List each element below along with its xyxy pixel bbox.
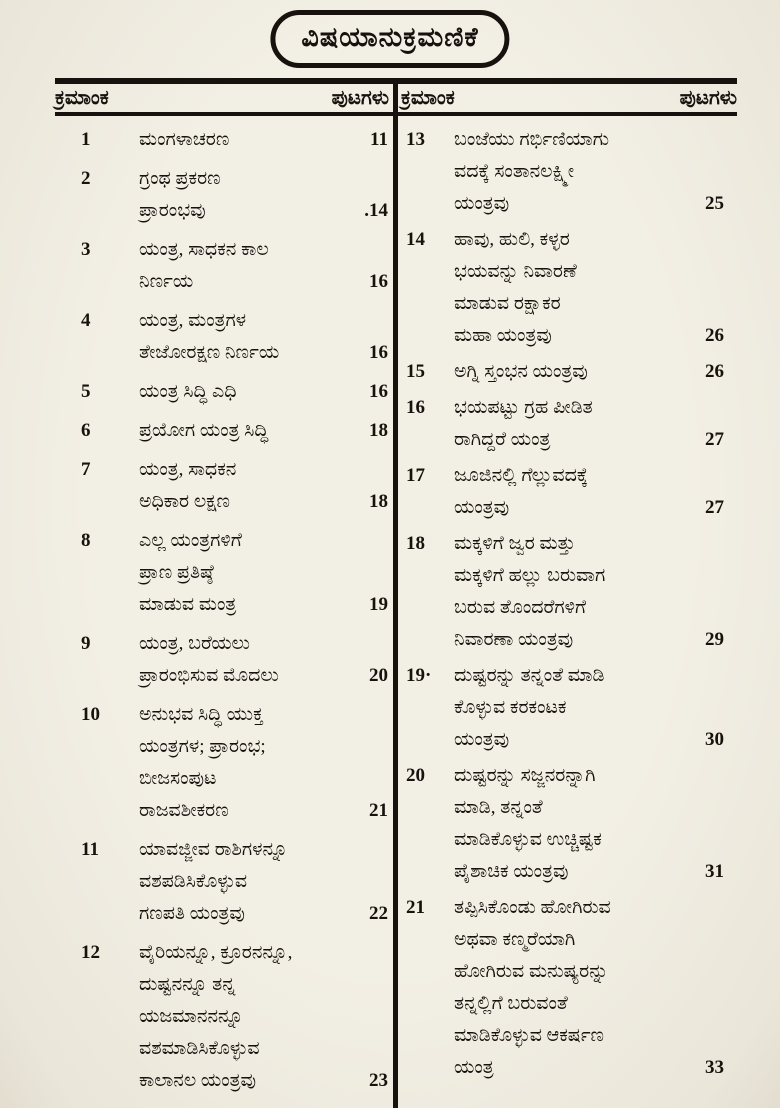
toc-entry	[55, 937, 388, 1097]
entry-title	[139, 415, 268, 447]
entry-title	[454, 760, 602, 888]
page-title: ವಿಷಯಾನುಕ್ರಮಣಿಕೆ	[301, 22, 479, 52]
entry-number: 9	[81, 633, 91, 654]
entry-page-number: 21	[369, 800, 388, 821]
entry-title	[454, 124, 609, 220]
entry-title-line: ತಪ್ಪಿಸಿಕೊಂಡು ಹೋಗಿರುವ	[454, 897, 611, 918]
entry-title-line: ಯಂತ್ರ ಸಿದ್ಧಿ ಎಧಿ	[139, 381, 237, 402]
toc-entry	[55, 124, 388, 156]
entry-title-line: ಯಂತ್ರ, ಸಾಧಕನ ಕಾಲ	[139, 239, 269, 260]
entry-title-line: ಮಕ್ಕಳಿಗೆ ಜ್ವರ ಮತ್ತು	[454, 533, 576, 554]
toc-entry	[406, 356, 724, 388]
entry-title	[139, 454, 236, 518]
entry-title	[139, 305, 279, 369]
entry-page-number: 25	[705, 193, 724, 214]
toc-entry	[55, 415, 388, 447]
entry-title-line: ಹೋಗಿರುವ ಮನುಷ್ಯರನ್ನು	[454, 961, 609, 982]
entry-title-line: ವಶಮಾಡಿಸಿಕೊಳ್ಳುವ	[139, 1038, 260, 1059]
entry-title-line: ಪ್ರಾಣ ಪ್ರತಿಷ್ಠೆ	[139, 562, 214, 583]
entry-page-number: 26	[705, 325, 724, 346]
column-divider-rule	[393, 78, 398, 1108]
entry-title-line: ಯಾವಜ್ಜೀವ ರಾಶಿಗಳನ್ನೂ	[139, 839, 288, 860]
entry-title-line: ಕಾಲಾನಲ ಯಂತ್ರವು	[139, 1070, 257, 1091]
toc-entry	[406, 460, 724, 524]
entry-page-number: 22	[369, 903, 388, 924]
header-serial-right: ಕ್ರಮಾಂಕ	[401, 86, 455, 109]
entry-title-line: ಬೀಜಸಂಪುಟ	[139, 768, 217, 789]
entry-title	[139, 628, 279, 692]
entry-title-line: ಹಾವು, ಹುಲಿ, ಕಳ್ಳರ	[454, 229, 570, 250]
entry-title	[139, 937, 292, 1097]
toc-entry	[55, 525, 388, 621]
toc-entry	[55, 834, 388, 930]
toc-entry	[406, 224, 724, 352]
entry-title-line: ತನ್ನಲ್ಲಿಗೆ ಬರುವಂತೆ	[454, 993, 568, 1014]
entry-number: 20	[406, 765, 425, 786]
toc-column-right	[406, 124, 724, 1088]
entry-page-number: 33	[705, 1057, 724, 1078]
toc-entry	[55, 376, 388, 408]
entry-title-line: ಜೂಜಿನಲ್ಲಿ ಗೆಲ್ಲುವದಕ್ಕೆ	[454, 465, 588, 486]
entry-title-line: ಎಲ್ಲ ಯಂತ್ರಗಳಿಗೆ	[139, 530, 242, 551]
toc-entry	[55, 234, 388, 298]
entry-number: 19·	[406, 665, 432, 686]
entry-number: 17	[406, 465, 425, 486]
entry-title-line: ರಾಗಿದ್ದರೆ ಯಂತ್ರ	[454, 429, 551, 450]
toc-entry	[406, 124, 724, 220]
entry-title	[139, 699, 266, 827]
entry-number: 15	[406, 361, 425, 382]
entry-title	[139, 163, 221, 227]
entry-title	[454, 224, 577, 352]
header-pages-right: ಪುಟಗಳು	[679, 86, 737, 109]
entry-number: 18	[406, 533, 425, 554]
entry-number: 8	[81, 530, 91, 551]
entry-title-line: ವೈರಿಯನ್ನೂ, ಕ್ರೂರನನ್ನೂ,	[139, 942, 293, 963]
entry-title-line: ತೇಜೋರಕ್ಷಣ ನಿರ್ಣಯ	[139, 342, 280, 363]
entry-title-line: ವಶಪಡಿಸಿಕೊಳ್ಳುವ	[139, 871, 248, 892]
entry-number: 12	[81, 942, 100, 963]
entry-title-line: ಯಂತ್ರ, ಬರೆಯಲು	[139, 633, 250, 654]
entry-title-line: ಮಾಡುವ ಮಂತ್ರ	[139, 594, 237, 615]
entry-number: 21	[406, 897, 425, 918]
entry-number: 14	[406, 229, 425, 250]
entry-title-line: ಯಂತ್ರಗಳ; ಪ್ರಾರಂಭ;	[139, 736, 266, 757]
entry-title	[454, 460, 588, 524]
entry-title	[454, 892, 611, 1084]
entry-title-line: ದುಷ್ಟನನ್ನೂ ತನ್ನ	[139, 974, 236, 995]
entry-page-number: 16	[369, 271, 388, 292]
entry-title-line: ಭಯವನ್ನು ನಿವಾರಣೆ	[454, 261, 577, 282]
entry-title-line: ಯಜಮಾನನನ್ನೂ	[139, 1006, 244, 1027]
header-serial-left: ಕ್ರಮಾಂಕ	[55, 86, 109, 109]
toc-entry	[406, 660, 724, 756]
toc-entry	[406, 892, 724, 1084]
entry-page-number: 26	[705, 361, 724, 382]
entry-title	[454, 356, 588, 388]
entry-title-line: ಯಂತ್ರ	[454, 1057, 494, 1078]
entry-title-line: ಯಂತ್ರ, ಸಾಧಕನ	[139, 459, 237, 480]
entry-page-number: 29	[705, 629, 724, 650]
entry-page-number: 11	[370, 129, 388, 150]
entry-title	[139, 376, 237, 408]
entry-title-line: ಪ್ರಾರಂಭಿಸುವ ಮೊದಲು	[139, 665, 279, 686]
entry-title-line: ಗ್ರಂಥ ಪ್ರಕರಣ	[139, 168, 221, 189]
entry-title	[454, 660, 605, 756]
entry-number: 4	[81, 310, 91, 331]
entry-title-line: ಪೈಶಾಚಿಕ ಯಂತ್ರವು	[454, 861, 569, 882]
entry-number: 13	[406, 129, 425, 150]
entry-number: 5	[81, 381, 91, 402]
entry-title-line: ಬರುವ ತೊಂದರೆಗಳಿಗೆ	[454, 597, 587, 618]
toc-entry	[55, 454, 388, 518]
entry-page-number: 18	[369, 420, 388, 441]
entry-title-line: ಪ್ರಯೋಗ ಯಂತ್ರ ಸಿದ್ಧಿ	[139, 420, 269, 441]
toc-entry	[55, 305, 388, 369]
entry-title	[454, 392, 593, 456]
toc-entry	[55, 163, 388, 227]
entry-title-line: ಯಂತ್ರವು	[454, 193, 510, 214]
entry-number: 2	[81, 168, 91, 189]
entry-title-line: ದುಷ್ಟರನ್ನು ತನ್ನಂತೆ ಮಾಡಿ	[454, 665, 605, 686]
entry-title-line: ನಿವಾರಣಾ ಯಂತ್ರವು	[454, 629, 574, 650]
entry-title-line: ಗಣಪತಿ ಯಂತ್ರವು	[139, 903, 245, 924]
entry-title	[139, 124, 229, 156]
header-pages-left: ಪುಟಗಳು	[331, 86, 389, 109]
entry-page-number: 30	[705, 729, 724, 750]
entry-page-number: 16	[369, 381, 388, 402]
entry-title-line: ಭಯಪಟ್ಟು ಗ್ರಹ ಪೀಡಿತ	[454, 397, 593, 418]
entry-page-number: 19	[369, 594, 388, 615]
entry-title-line: ಮಾಡಿಕೊಳ್ಳುವ ಆಕರ್ಷಣ	[454, 1025, 605, 1046]
entry-title	[454, 528, 605, 656]
entry-title	[139, 834, 288, 930]
entry-page-number: 31	[705, 861, 724, 882]
entry-page-number: 18	[369, 491, 388, 512]
entry-title-line: ಕೊಳ್ಳುವ ಕರಕಂಟಕ	[454, 697, 567, 718]
entry-title-line: ದುಷ್ಟರನ್ನು ಸಜ್ಜನರನ್ನಾಗಿ	[454, 765, 596, 786]
entry-title-line: ಮಾಡುವ ರಕ್ಷಾಕರ	[454, 293, 561, 314]
entry-number: 10	[81, 704, 100, 725]
entry-title-line: ಯಂತ್ರ, ಮಂತ್ರಗಳ	[139, 310, 247, 331]
table-header-right	[393, 84, 737, 112]
entry-title-line: ಅಗ್ನಿ ಸ್ತಂಭನ ಯಂತ್ರವು	[454, 361, 588, 382]
toc-entry	[55, 699, 388, 827]
page-title-oval	[270, 10, 509, 68]
entry-title-line: ಮಕ್ಕಳಿಗೆ ಹಲ್ಲು ಬರುವಾಗ	[454, 565, 606, 586]
toc-column-left	[55, 124, 388, 1104]
toc-entry	[55, 628, 388, 692]
entry-number: 7	[81, 459, 91, 480]
entry-title-line: ಯಂತ್ರವು	[454, 729, 510, 750]
toc-entry	[406, 760, 724, 888]
entry-page-number: .14	[364, 200, 388, 221]
entry-title-line: ಬಂಜೆಯು ಗರ್ಭಿಣಿಯಾಗು	[454, 129, 610, 150]
entry-title-line: ಯಂತ್ರವು	[454, 497, 510, 518]
entry-title	[139, 234, 269, 298]
entry-title-line: ಅನುಭವ ಸಿದ್ಧಿ ಯುಕ್ತ	[139, 704, 264, 725]
entry-number: 1	[81, 129, 91, 150]
entry-page-number: 23	[369, 1070, 388, 1091]
entry-number: 16	[406, 397, 425, 418]
toc-entry	[406, 528, 724, 656]
entry-page-number: 27	[705, 497, 724, 518]
entry-title-line: ಮಹಾ ಯಂತ್ರವು	[454, 325, 552, 346]
entry-title-line: ವದಕ್ಕೆ ಸಂತಾನಲಕ್ಷ್ಮೀ	[454, 161, 575, 182]
entry-title-line: ಮಾಡಿಕೊಳ್ಳುವ ಉಚ್ಚಿಷ್ಟಕ	[454, 829, 602, 850]
entry-title-line: ಅಥವಾ ಕಣ್ಮರೆಯಾಗಿ	[454, 929, 576, 950]
entry-page-number: 16	[369, 342, 388, 363]
entry-number: 11	[81, 839, 99, 860]
entry-title-line: ನಿರ್ಣಯ	[139, 271, 194, 292]
table-header-left	[55, 84, 393, 112]
entry-page-number: 27	[705, 429, 724, 450]
entry-title-line: ಮಂಗಳಾಚರಣ	[139, 129, 230, 150]
entry-title-line: ಅಧಿಕಾರ ಲಕ್ಷಣ	[139, 491, 230, 512]
entry-number: 6	[81, 420, 91, 441]
entry-title-line: ಮಾಡಿ, ತನ್ನಂತೆ	[454, 797, 543, 818]
entry-title-line: ಪ್ರಾರಂಭವು	[139, 200, 206, 221]
entry-title-line: ರಾಜವಶೀಕರಣ	[139, 800, 229, 821]
entry-title	[139, 525, 242, 621]
entry-page-number: 20	[369, 665, 388, 686]
toc-entry	[406, 392, 724, 456]
entry-number: 3	[81, 239, 91, 260]
